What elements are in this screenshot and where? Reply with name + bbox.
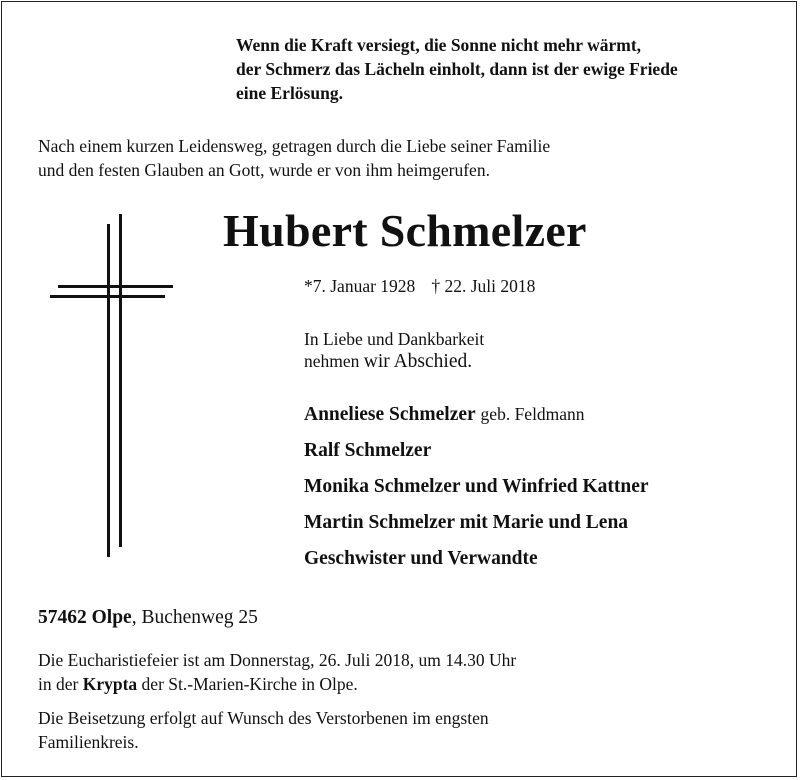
intro-line-1: Nach einem kurzen Leidensweg, getragen durch die Liebe seiner Familie [38, 136, 551, 156]
deceased-name: Hubert Schmelzer [223, 205, 587, 256]
farewell-line-1: In Liebe und Dankbarkeit [304, 329, 485, 349]
family-member-name: Geschwister und Verwandte [304, 548, 538, 569]
family-member-name: Martin Schmelzer mit Marie und Lena [304, 512, 629, 533]
family-member [304, 469, 649, 505]
burial-line-2: Familienkreis. [38, 732, 139, 752]
address-street: , Buchenweg 25 [131, 607, 258, 628]
family-member-note: geb. Feldmann [480, 404, 585, 424]
service-location: Krypta [82, 674, 138, 694]
birth-date: *7. Januar 1928 [304, 276, 416, 296]
death-date: † 22. Juli 2018 [431, 276, 536, 296]
intro-text [38, 134, 550, 182]
poem [236, 33, 678, 105]
burial-line-1: Die Beisetzung erfolgt auf Wunsch des Verstorbenen im engsten [38, 708, 489, 728]
farewell-line-2-end: wir Abschied. [363, 351, 473, 372]
service-line-2 [38, 672, 516, 696]
family-member [304, 433, 649, 469]
cross-horizontal-bar-bottom [50, 295, 165, 298]
burial-info [38, 706, 489, 754]
farewell-text [304, 328, 484, 373]
cross-icon [50, 214, 180, 559]
life-dates [304, 275, 535, 297]
poem-line-3: eine Erlösung. [236, 83, 343, 103]
family-member [304, 541, 649, 577]
farewell-line-2 [304, 350, 484, 373]
family-member [304, 505, 649, 541]
service-line-1: Die Eucharistiefeier ist am Donnerstag, 26. Juli 2018, um 14.30 Uhr [38, 650, 517, 670]
cross-horizontal-bar-top [58, 285, 173, 288]
family-member-name: Ralf Schmelzer [304, 440, 432, 461]
service-line-2-start: in der [38, 674, 83, 694]
family-member [304, 396, 649, 433]
poem-line-2: der Schmerz das Lächeln einholt, dann ist der ewige Friede [236, 59, 678, 79]
cross-vertical-bar-right [119, 214, 122, 547]
family-member-name: Anneliese Schmelzer [304, 404, 476, 425]
cross-vertical-bar-left [107, 224, 110, 557]
poem-line-1: Wenn die Kraft versiegt, die Sonne nicht mehr wärmt, [236, 35, 642, 55]
address [38, 605, 258, 631]
address-city: 57462 Olpe [38, 607, 132, 628]
family-list [304, 396, 649, 577]
service-line-2-end: der St.-Marien-Kirche in Olpe. [137, 674, 358, 694]
service-info [38, 648, 516, 696]
family-member-name: Monika Schmelzer und Winfried Kattner [304, 476, 649, 497]
intro-line-2: und den festen Glauben an Gott, wurde er von ihm heimgerufen. [38, 160, 490, 180]
farewell-line-2-start: nehmen [304, 351, 360, 371]
